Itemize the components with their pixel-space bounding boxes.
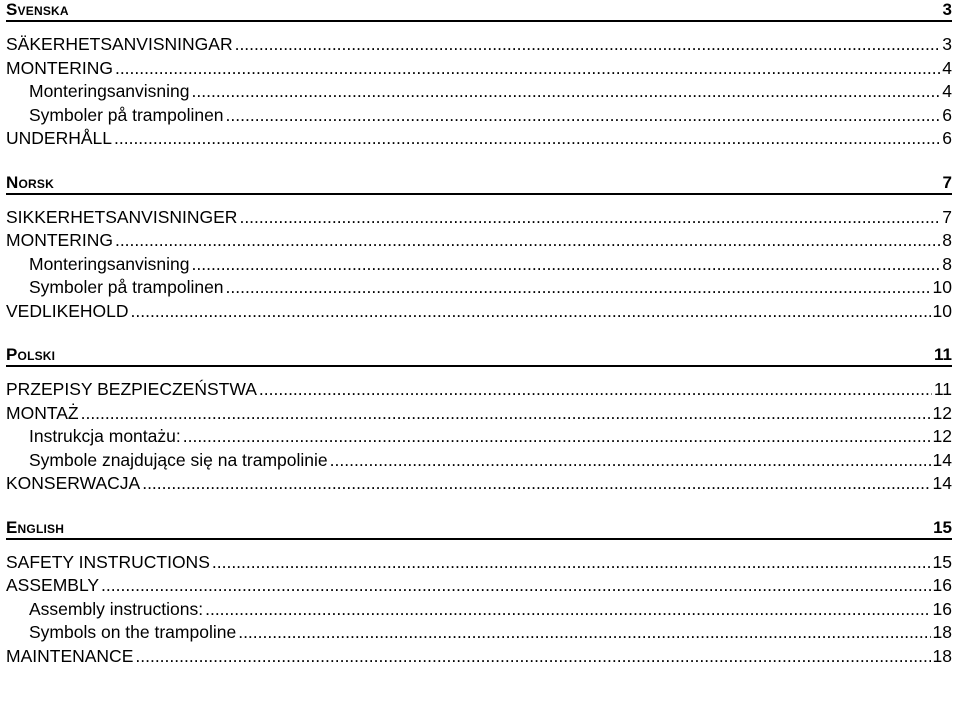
dot-leader — [226, 104, 941, 128]
entry-label: MONTAŻ — [6, 402, 79, 423]
toc-entry[interactable] — [6, 33, 952, 57]
entry-page-number: 10 — [932, 277, 952, 297]
entry-label: MONTERING — [6, 57, 113, 78]
entry-page-number: 4 — [942, 81, 952, 101]
entry-page-number: 6 — [942, 104, 952, 125]
entry-label: Instrukcja montażu: — [29, 426, 181, 446]
entry-page-number: 18 — [932, 645, 952, 666]
entry-label: Symboler på trampolinen — [29, 277, 224, 297]
toc-subentry[interactable] — [6, 425, 952, 449]
entry-label: SAFETY INSTRUCTIONS — [6, 551, 210, 572]
entry-label: SÄKERHETSANVISNINGAR — [6, 34, 233, 54]
entry-page-number: 16 — [932, 598, 952, 619]
entry-page-number: 6 — [942, 128, 952, 148]
entry-page-number: 18 — [932, 622, 952, 642]
section-heading[interactable] — [6, 518, 952, 540]
toc-entry[interactable] — [6, 472, 952, 496]
entry-label: ASSEMBLY — [6, 575, 100, 595]
dot-leader — [115, 57, 940, 81]
entry-page-number: 14 — [932, 473, 952, 493]
dot-leader — [81, 402, 931, 426]
entry-label: KONSERWACJA — [6, 473, 141, 493]
toc-entry[interactable] — [6, 645, 952, 669]
section-heading[interactable] — [6, 173, 952, 195]
entry-page-number: 15 — [932, 551, 952, 572]
entry-label: SIKKERHETSANVISNINGER — [6, 206, 238, 227]
section-heading[interactable] — [6, 345, 952, 367]
dot-leader — [192, 253, 941, 277]
section-title: Svenska — [6, 0, 69, 19]
toc-subentry[interactable] — [6, 621, 952, 645]
dot-leader — [238, 621, 930, 645]
entry-page-number: 12 — [932, 426, 952, 446]
section-page-number: 7 — [942, 172, 952, 192]
section-page-number: 15 — [933, 517, 952, 537]
section-title: Polski — [6, 345, 56, 364]
dot-leader — [239, 206, 940, 230]
entry-label: UNDERHÅLL — [6, 128, 112, 148]
entry-page-number: 3 — [942, 34, 952, 54]
entry-label: Monteringsanvisning — [29, 253, 190, 274]
entry-page-number: 12 — [932, 402, 952, 423]
toc-subentry[interactable] — [6, 104, 952, 128]
dot-leader — [183, 425, 931, 449]
toc-entry[interactable] — [6, 229, 952, 253]
toc-section-english — [6, 518, 952, 669]
toc-entry[interactable] — [6, 574, 952, 598]
entry-page-number: 8 — [942, 253, 952, 274]
dot-leader — [330, 449, 931, 473]
dot-leader — [135, 645, 930, 669]
toc-section-polski — [6, 345, 952, 496]
section-page-number: 11 — [934, 345, 952, 364]
dot-leader — [192, 80, 941, 104]
dot-leader — [114, 127, 940, 151]
entry-label: Monteringsanvisning — [29, 81, 190, 101]
entry-page-number: 10 — [932, 300, 952, 321]
section-title: Norsk — [6, 172, 54, 192]
toc-entry[interactable] — [6, 57, 952, 81]
entry-label: MAINTENANCE — [6, 645, 134, 666]
dot-leader — [259, 378, 932, 402]
toc-section-svenska — [6, 0, 952, 151]
entry-label: Symbole znajdujące się na trampolinie — [29, 449, 328, 470]
section-page-number: 3 — [942, 0, 952, 19]
toc-entry[interactable] — [6, 206, 952, 230]
section-heading[interactable] — [6, 0, 952, 22]
toc-subentry[interactable] — [6, 80, 952, 104]
toc-entry[interactable] — [6, 402, 952, 426]
entry-label: Symboler på trampolinen — [29, 104, 224, 125]
toc-entry[interactable] — [6, 551, 952, 575]
dot-leader — [101, 574, 930, 598]
entry-label: MONTERING — [6, 230, 113, 250]
toc-section-norsk — [6, 173, 952, 324]
dot-leader — [205, 598, 930, 622]
entry-label: PRZEPISY BEZPIECZEŃSTWA — [6, 379, 257, 399]
dot-leader — [226, 276, 931, 300]
entry-label: VEDLIKEHOLD — [6, 300, 129, 321]
entry-page-number: 7 — [942, 206, 952, 227]
entry-page-number: 8 — [942, 230, 952, 250]
toc-subentry[interactable] — [6, 449, 952, 473]
entry-page-number: 11 — [933, 379, 952, 399]
section-title: English — [6, 517, 65, 537]
entry-page-number: 4 — [942, 57, 952, 78]
toc-subentry[interactable] — [6, 276, 952, 300]
toc-entry[interactable] — [6, 378, 952, 402]
dot-leader — [142, 472, 930, 496]
entry-page-number: 14 — [932, 449, 952, 470]
toc-entry[interactable] — [6, 300, 952, 324]
toc-subentry[interactable] — [6, 253, 952, 277]
table-of-contents — [6, 0, 952, 690]
entry-label: Symbols on the trampoline — [29, 622, 237, 642]
toc-subentry[interactable] — [6, 598, 952, 622]
dot-leader — [115, 229, 940, 253]
dot-leader — [235, 33, 941, 57]
dot-leader — [131, 300, 931, 324]
entry-page-number: 16 — [932, 575, 952, 595]
dot-leader — [212, 551, 931, 575]
toc-entry[interactable] — [6, 127, 952, 151]
entry-label: Assembly instructions: — [29, 598, 204, 619]
